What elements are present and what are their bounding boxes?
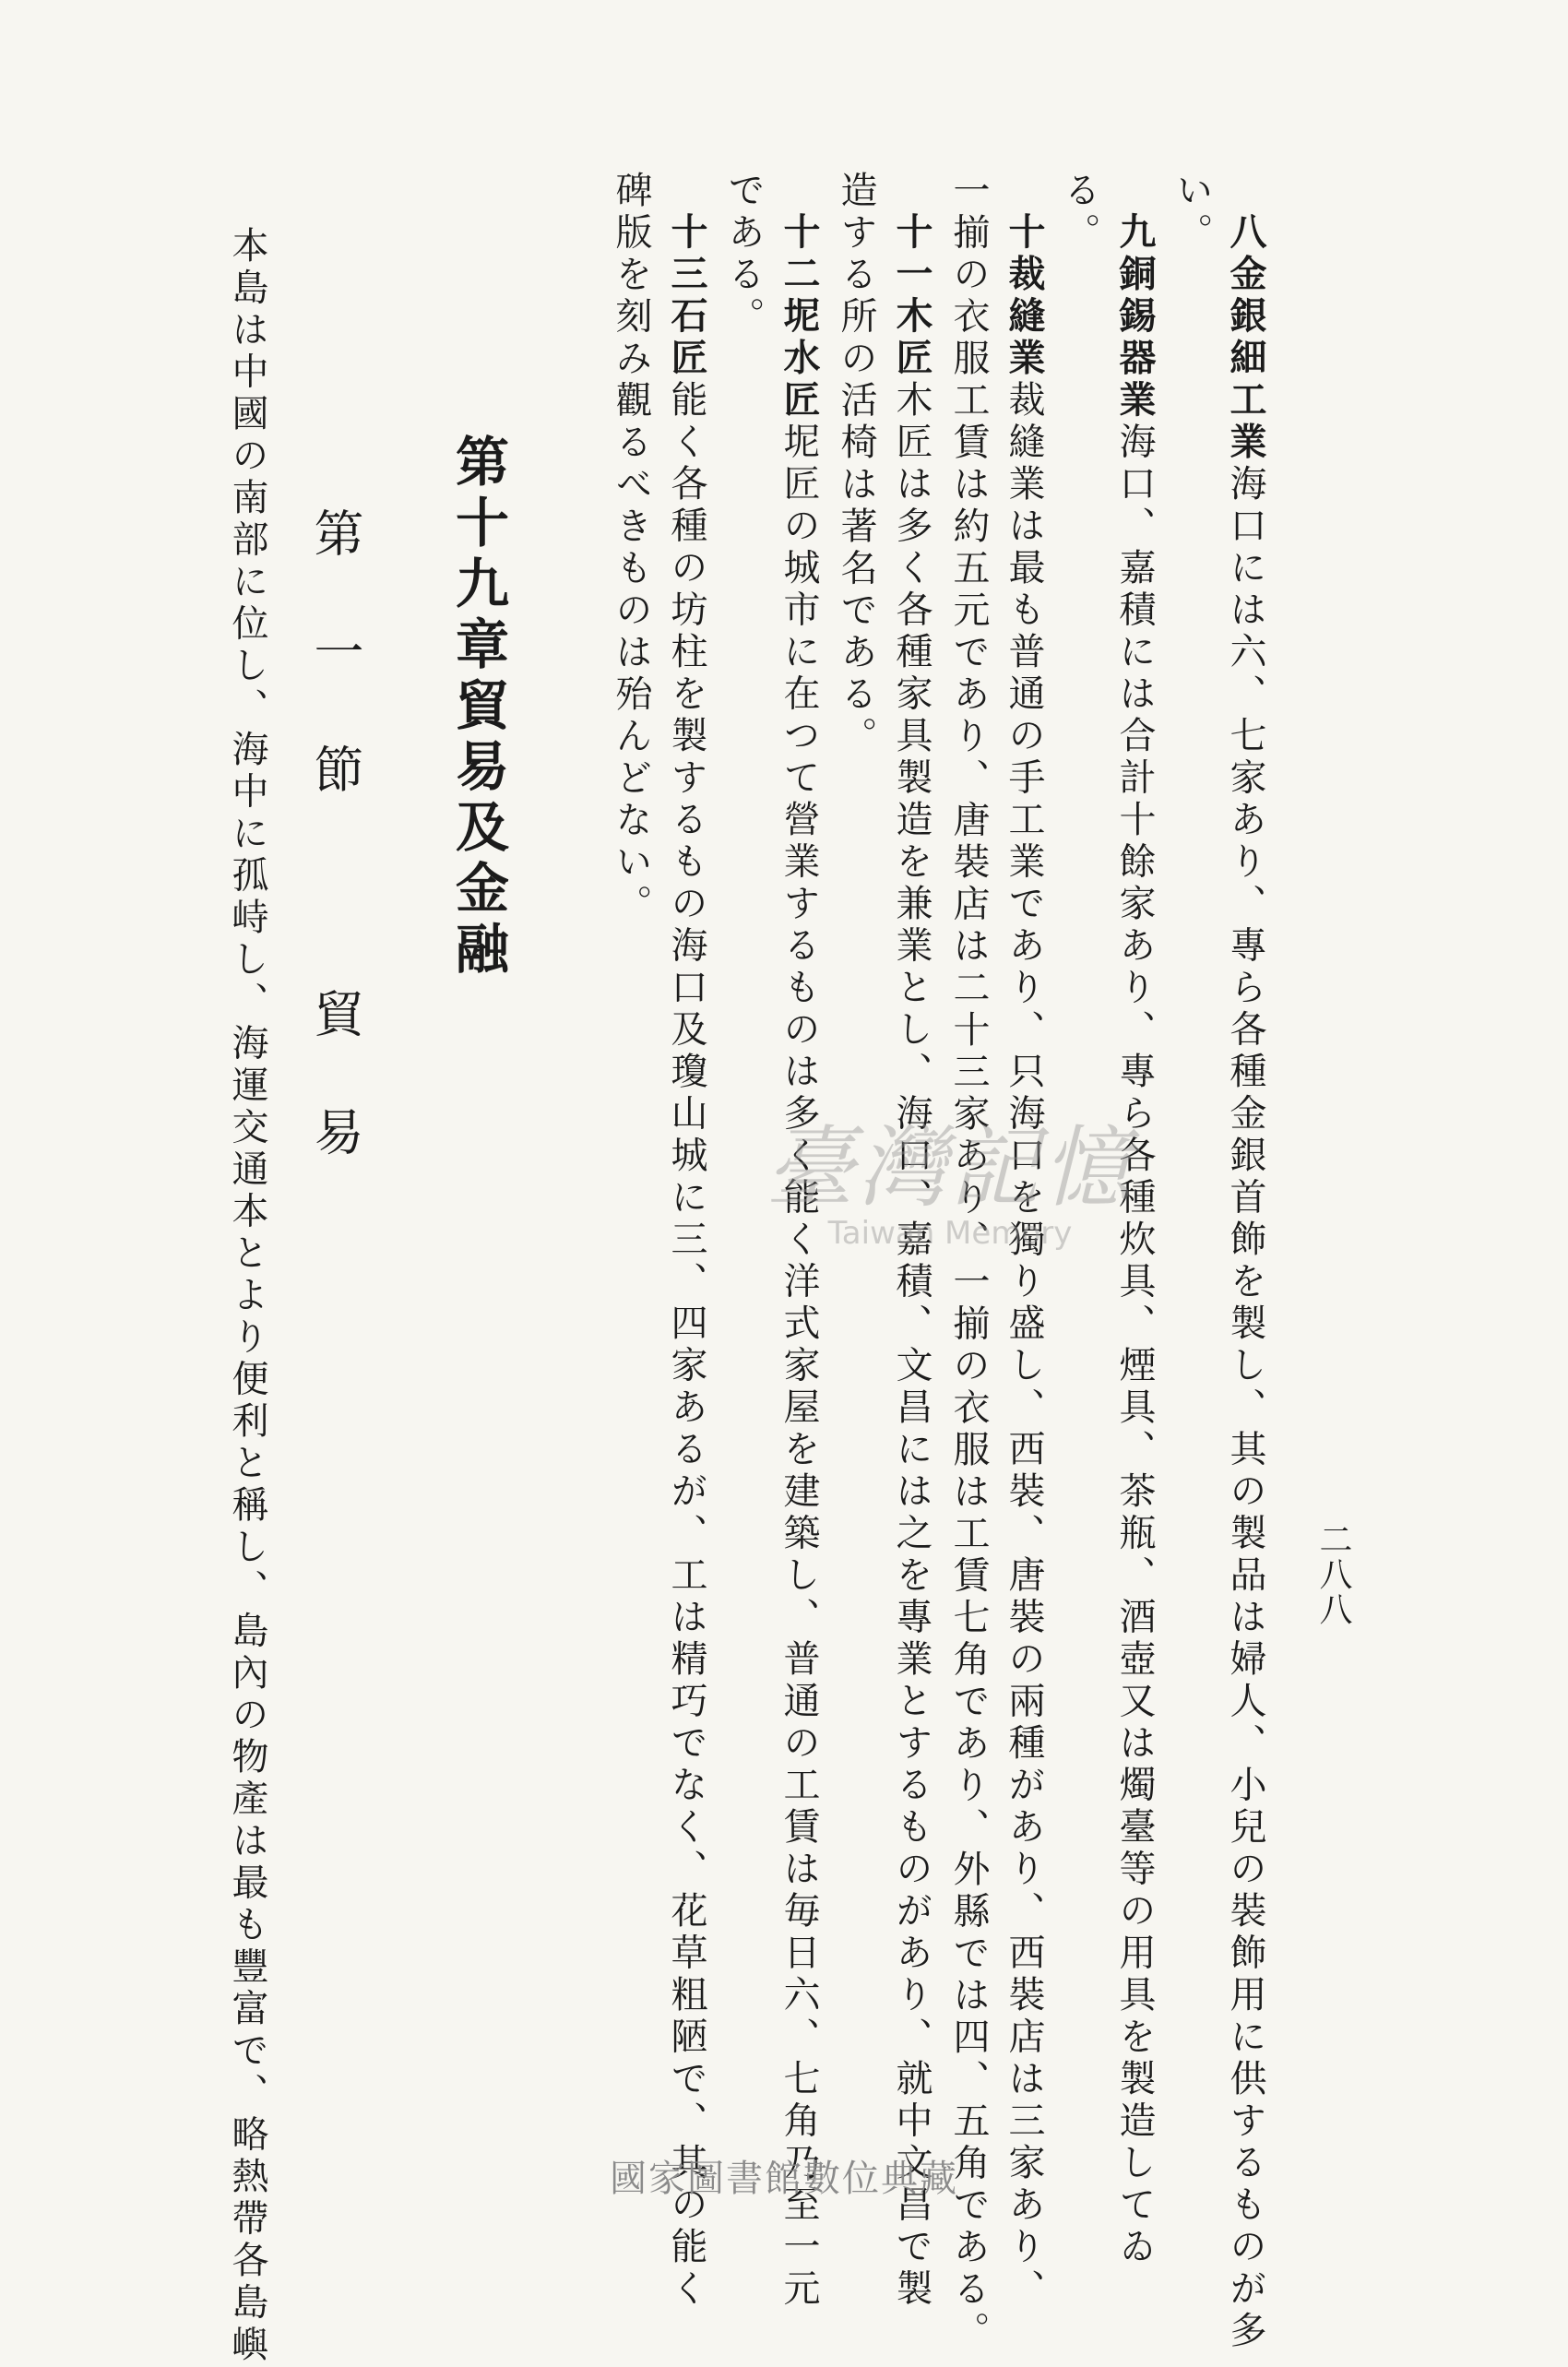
item-heading: 八金銀細工業 bbox=[1224, 212, 1267, 464]
watermark-chinese: 臺灣記憶 bbox=[766, 1116, 1134, 1219]
item-heading: 十三石匠 bbox=[665, 212, 708, 380]
page-number: 二八八 bbox=[1314, 1522, 1352, 1627]
item-8 bbox=[1218, 212, 1273, 2353]
watermark-english: Taiwan Memory bbox=[827, 1215, 1073, 1252]
item-8-continuation: い。 bbox=[1170, 171, 1213, 255]
item-text: 海口、嘉積には合計十餘家あり、專ら各種炊具、煙具、茶瓶、酒壺又は燭臺等の用具を製造してゐ bbox=[1113, 422, 1156, 2269]
item-text: 裁縫業は最も普通の手工業であり、只海口を獨り盛し、西裝、唐裝の兩種があり、西裝店は三家あり、 bbox=[1003, 380, 1045, 2311]
footer-credit: 國家圖書館數位典藏 bbox=[610, 2158, 958, 2200]
item-heading: 十二坭水匠 bbox=[778, 212, 821, 422]
chapter-title: 貿易及金融 bbox=[446, 677, 509, 981]
item-12 bbox=[771, 212, 826, 2311]
item-heading: 十裁縫業 bbox=[1003, 212, 1046, 380]
item-13 bbox=[659, 212, 714, 2311]
item-11-continuation: 造する所の活椅は著名である。 bbox=[835, 171, 877, 758]
body-paragraph: 本島は中國の南部に位し、海中に孤峙し、海運交通本とより便利と稱し、島內の物產は最も豐富で、略熱帶各島嶼 bbox=[226, 226, 268, 2367]
chapter-heading bbox=[434, 434, 517, 981]
item-text: 海口には六、七家あり、專ら各種金銀首飾を製し、其の製品は婦人、小兒の裝飾用に供するものが多 bbox=[1224, 464, 1266, 2353]
item-heading: 九銅錫器業 bbox=[1113, 212, 1157, 422]
section-heading: 第一節 貿易 bbox=[306, 507, 364, 1224]
item-9 bbox=[1107, 212, 1162, 2269]
item-9-continuation: る。 bbox=[1058, 171, 1100, 255]
item-13-continuation: 碑版を刻み觀るべきものは殆んどない。 bbox=[610, 171, 652, 926]
item-10-continuation: 一揃の衣服工賃は約五元であり、唐裝店は二十三家あり、一揃の衣服は工賃七角であり、外縣では四、五角である。 bbox=[947, 171, 990, 2353]
item-text: 坭匠の城市に在つて營業するものは多く能く洋式家屋を建築し、普通の工賃は毎日六、七角乃至一元 bbox=[778, 422, 820, 2311]
item-11 bbox=[884, 212, 939, 2311]
chapter-number: 第十九章 bbox=[446, 434, 509, 677]
item-text: 能く各種の坊柱を製するもの海口及瓊山城に三、四家あるが、工は精巧でなく、花草粗陋で、其の能く bbox=[665, 380, 707, 2311]
item-heading: 十一木匠 bbox=[890, 212, 933, 380]
item-12-continuation: である。 bbox=[722, 171, 765, 339]
item-10 bbox=[996, 212, 1051, 2311]
item-text: 木匠は多く各種家具製造を兼業とし、海口、嘉積、文昌には之を專業とするものがあり、就中文昌で製 bbox=[890, 380, 932, 2311]
